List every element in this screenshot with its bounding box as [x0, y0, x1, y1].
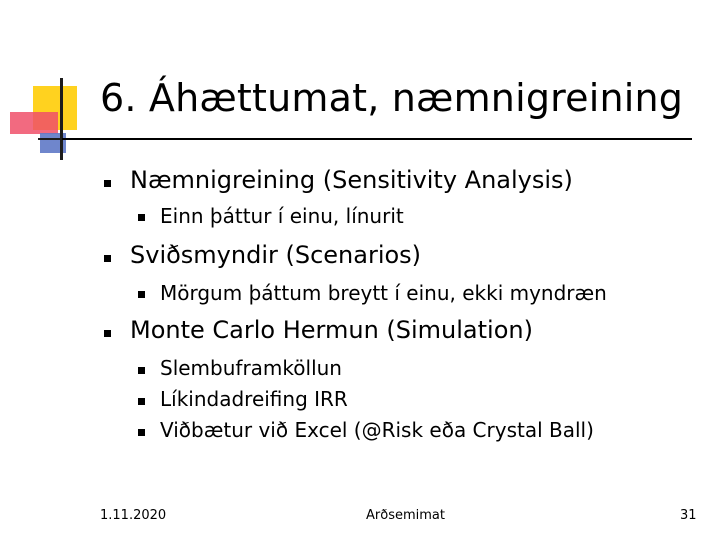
- footer-title: Arðsemimat: [366, 508, 445, 523]
- logo-decoration: [0, 0, 110, 170]
- slide-title: 6. Áhættumat, næmnigreining: [100, 76, 684, 120]
- square-bullet-icon: [138, 429, 145, 436]
- square-bullet-icon: [104, 330, 111, 337]
- sub-bullet-excel: Viðbætur við Excel (@Risk eða Crystal Ball): [160, 418, 594, 442]
- bullet-sensitivity: Næmnigreining (Sensitivity Analysis): [130, 166, 573, 194]
- square-bullet-icon: [138, 214, 145, 221]
- page-number: 31: [680, 508, 697, 523]
- vertical-line: [60, 78, 63, 160]
- bullet-scenarios: Sviðsmyndir (Scenarios): [130, 241, 422, 269]
- bullet-monte-carlo: Monte Carlo Hermun (Simulation): [130, 316, 533, 344]
- square-bullet-icon: [138, 291, 145, 298]
- square-bullet-icon: [104, 255, 111, 262]
- sub-bullet-many-factors: Mörgum þáttum breytt í einu, ekki myndræn: [160, 281, 607, 305]
- square-bullet-icon: [138, 367, 145, 374]
- sub-bullet-one-factor: Einn þáttur í einu, línurit: [160, 204, 404, 228]
- square-bullet-icon: [138, 398, 145, 405]
- footer-date: 1.11.2020: [100, 508, 167, 523]
- sub-bullet-random: Slembuframköllun: [160, 356, 342, 380]
- title-underline: [62, 138, 692, 140]
- square-bullet-icon: [104, 180, 111, 187]
- sub-bullet-irr: Líkindadreifing IRR: [160, 387, 348, 411]
- red-square: [10, 112, 58, 134]
